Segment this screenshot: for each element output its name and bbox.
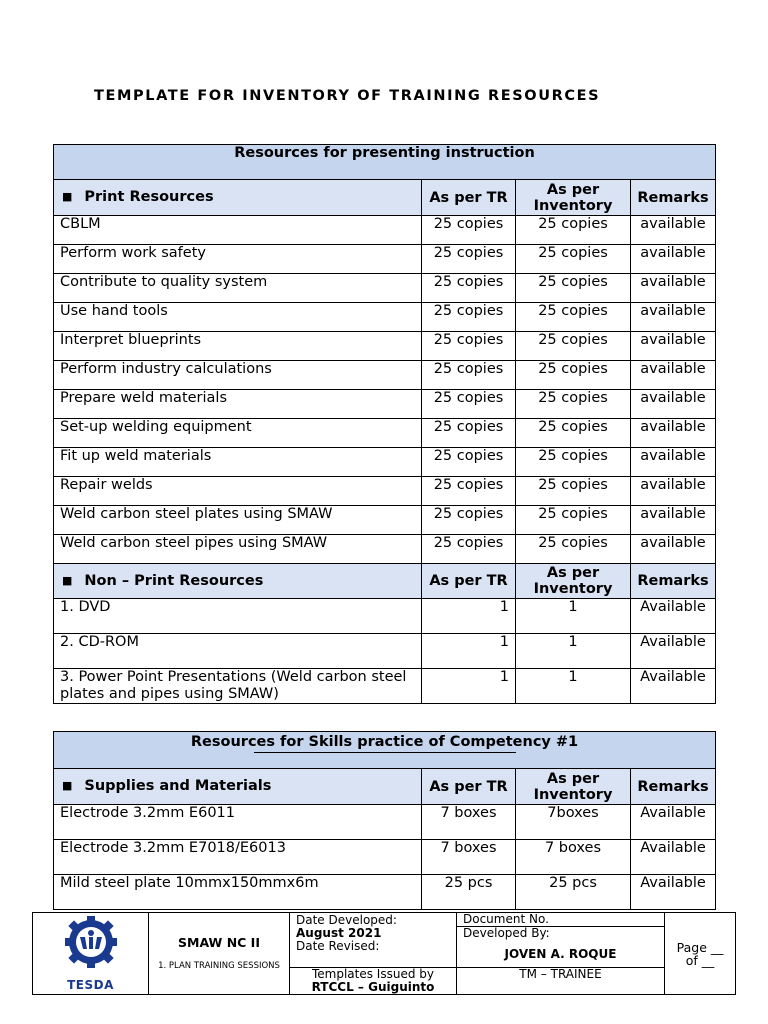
developer-name: JOVEN A. ROQUE [504,947,617,961]
table-row [54,535,716,564]
table-row [54,390,716,419]
date-developed-value: August 2021 [296,926,382,940]
remarks-cell: Available [631,840,716,875]
tr-cell: 25 copies [422,535,516,564]
remarks-cell: available [631,448,716,477]
tr-cell: 25 copies [422,303,516,332]
tr-cell: 25 copies [422,506,516,535]
module-title: 1. PLAN TRAINING SESSIONS [158,961,280,971]
table-row [54,805,716,840]
item-cell: Perform work safety [54,245,422,274]
inventory-cell: 25 copies [516,303,631,332]
table-row [54,875,716,910]
tr-cell: 25 copies [422,274,516,303]
inventory-cell: 25 copies [516,419,631,448]
category-label: Supplies and Materials [84,778,272,794]
inventory-cell: 25 copies [516,477,631,506]
inventory-cell: 25 copies [516,274,631,303]
remarks-cell: available [631,535,716,564]
bullet-icon: ■ [62,573,73,587]
remarks-cell: Available [631,599,716,634]
tr-cell: 1 [422,599,516,634]
remarks-cell: available [631,303,716,332]
remarks-cell: available [631,477,716,506]
table-row [54,274,716,303]
item-cell: Weld carbon steel pipes using SMAW [54,535,422,564]
bullet-icon: ■ [62,190,73,203]
inventory-cell: 1 [516,599,631,634]
category-label: Non – Print Resources [84,572,264,589]
inventory-cell: 25 copies [516,216,631,245]
col-remarks: Remarks [631,180,716,216]
item-cell: Use hand tools [54,303,422,332]
remarks-cell: available [631,361,716,390]
developed-by-label: Developed By: [463,926,550,940]
table-row [54,332,716,361]
item-cell: CBLM [54,216,422,245]
inventory-cell: 25 copies [516,506,631,535]
table-row [54,669,716,704]
remarks-cell: available [631,506,716,535]
inventory-cell: 7boxes [516,805,631,840]
tr-cell: 25 copies [422,390,516,419]
table-row [54,303,716,332]
document-no-label: Document No. [457,913,665,927]
item-cell: Contribute to quality system [54,274,422,303]
item-cell: Fit up weld materials [54,448,422,477]
col-as-per-tr: As per TR [422,769,516,805]
issued-by-value: RTCCL – Guiguinto [311,980,435,994]
tr-cell: 25 copies [422,332,516,361]
tr-cell: 1 [422,669,516,704]
item-cell: Electrode 3.2mm E7018/E6013 [54,840,422,875]
qualification-title: SMAW NC II [178,935,260,950]
section-heading-text: Resources for Skills practice of Competency #1 [190,734,579,750]
logo-text: TESDA [67,978,114,992]
inventory-cell: 25 copies [516,390,631,419]
item-cell: Set-up welding equipment [54,419,422,448]
inventory-cell: 7 boxes [516,840,631,875]
table-row [54,634,716,669]
col-remarks: Remarks [631,769,716,805]
remarks-cell: Available [631,805,716,840]
issued-by-cell [290,968,457,995]
date-revised-label: Date Revised: [296,939,380,953]
remarks-cell: Available [631,634,716,669]
inventory-cell: 1 [516,669,631,704]
remarks-cell: available [631,274,716,303]
category-label: Print Resources [84,189,214,205]
col-as-per-tr: As per TR [422,180,516,216]
page-number: Page __ of __ [665,913,736,995]
tr-cell: 25 copies [422,245,516,274]
table-row [54,245,716,274]
inventory-cell: 25 copies [516,535,631,564]
col-as-per-inventory: As per Inventory [516,564,631,599]
inventory-cell: 1 [516,634,631,669]
remarks-cell: Available [631,669,716,704]
tr-cell: 25 copies [422,419,516,448]
category-header [54,180,422,216]
remarks-cell: Available [631,875,716,910]
document-footer [32,912,736,995]
inventory-cell: 25 copies [516,361,631,390]
table-row [54,840,716,875]
category-header [54,564,422,599]
col-as-per-inventory: As per Inventory [516,769,631,805]
item-cell: 2. CD-ROM [54,634,422,669]
col-as-per-tr: As per TR [422,564,516,599]
tr-cell: 1 [422,634,516,669]
remarks-cell: available [631,245,716,274]
inventory-cell: 25 copies [516,332,631,361]
tr-cell: 25 copies [422,448,516,477]
page-title: TEMPLATE FOR INVENTORY OF TRAINING RESOURCES [94,88,601,104]
col-remarks: Remarks [631,564,716,599]
table-row [54,477,716,506]
table-row [54,361,716,390]
issued-by-label: Templates Issued by [311,967,434,981]
qualification-cell [149,913,290,995]
tr-cell: 25 pcs [422,875,516,910]
developed-by-cell [457,927,665,968]
presenting-instruction-table [53,144,716,704]
category-header [54,769,422,805]
item-cell: 3. Power Point Presentations (Weld carbon steel plates and pipes using SMAW) [54,669,422,704]
bullet-icon: ■ [62,779,73,792]
skills-practice-table [53,731,716,910]
table-row [54,599,716,634]
col-as-per-inventory: As per Inventory [516,180,631,216]
tr-cell: 7 boxes [422,840,516,875]
remarks-cell: available [631,390,716,419]
item-cell: Mild steel plate 10mmx150mmx6m [54,875,422,910]
item-cell: Prepare weld materials [54,390,422,419]
tr-cell: 7 boxes [422,805,516,840]
inventory-cell: 25 pcs [516,875,631,910]
item-cell: Perform industry calculations [54,361,422,390]
remarks-cell: available [631,332,716,361]
item-cell: Interpret blueprints [54,332,422,361]
blank-underline [254,751,516,753]
date-developed-label: Date Developed: [296,913,397,927]
item-cell: Electrode 3.2mm E6011 [54,805,422,840]
item-cell: 1. DVD [54,599,422,634]
inventory-cell: 25 copies [516,245,631,274]
section-heading [54,732,716,769]
tr-cell: 25 copies [422,477,516,506]
dates-cell [290,913,457,968]
inventory-cell: 25 copies [516,448,631,477]
remarks-cell: available [631,216,716,245]
table-row [54,506,716,535]
table-row [54,419,716,448]
tesda-logo-icon [56,915,126,975]
developer-role: TM – TRAINEE [457,968,665,995]
tr-cell: 25 copies [422,361,516,390]
remarks-cell: available [631,419,716,448]
table-row [54,448,716,477]
tr-cell: 25 copies [422,216,516,245]
item-cell: Repair welds [54,477,422,506]
logo-cell [33,913,149,995]
table-row [54,216,716,245]
item-cell: Weld carbon steel plates using SMAW [54,506,422,535]
section-heading: Resources for presenting instruction [54,145,716,180]
